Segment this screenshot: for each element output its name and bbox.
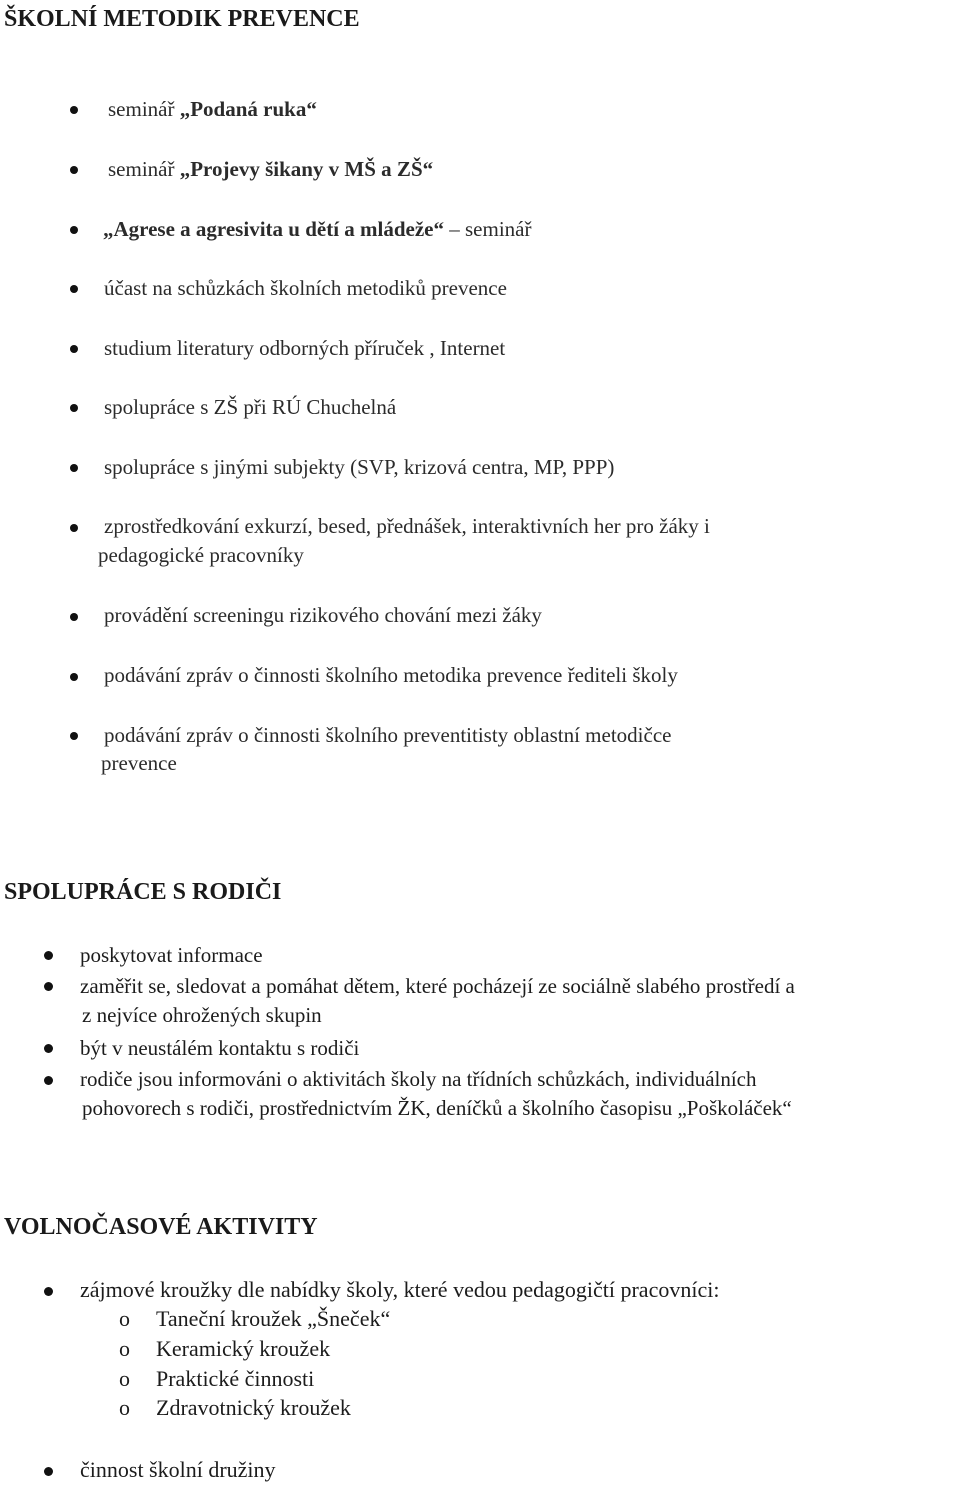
item-text-bold: „Agrese a agresivita u dětí a mládeže“ (103, 217, 444, 241)
list-item: zaměřit se, sledovat a pomáhat dětem, které pocházejí ze sociálně slabého prostředí a (80, 974, 795, 998)
list-item (103, 217, 531, 242)
list-item: účast na schůzkách školních metodiků prevence (104, 276, 507, 300)
bullet-icon (70, 285, 78, 293)
sub-list-item: Keramický kroužek (156, 1336, 331, 1361)
section-title-rodici: SPOLUPRÁCE S RODIČI (4, 879, 282, 905)
list-item: poskytovat informace (80, 943, 263, 967)
list-item: podávání zpráv o činnosti školního preventitisty oblastní metodičce (104, 723, 672, 747)
sub-list-item: Zdravotnický kroužek (156, 1395, 351, 1420)
list-item: činnost školní družiny (80, 1457, 276, 1482)
bullet-icon (44, 951, 53, 960)
list-item (108, 157, 433, 182)
list-item: provádění screeningu rizikového chování mezi žáky (104, 603, 542, 627)
item-text-bold: „Projevy šikany v MŠ a ZŠ“ (179, 157, 434, 181)
list-item: spolupráce s ZŠ při RÚ Chuchelná (104, 395, 397, 419)
bullet-icon (70, 464, 78, 472)
bullet-icon (44, 982, 53, 991)
item-text-post: – seminář (444, 217, 532, 241)
bullet-icon (70, 404, 78, 412)
list-item-continuation: prevence (101, 751, 177, 775)
bullet-icon (44, 1044, 53, 1053)
section-title-volnocasove: VOLNOČASOVÉ AKTIVITY (4, 1214, 318, 1240)
list-item: podávání zpráv o činnosti školního metodika prevence řediteli školy (104, 663, 678, 687)
list-item-continuation: z nejvíce ohrožených skupin (82, 1003, 322, 1027)
sub-bullet-marker: o (119, 1395, 130, 1420)
bullet-icon (70, 673, 78, 681)
list-item: být v neustálém kontaktu s rodiči (80, 1036, 360, 1060)
sub-bullet-marker: o (119, 1306, 130, 1331)
section-title-metodik: ŠKOLNÍ METODIK PREVENCE (4, 6, 360, 32)
bullet-icon (70, 345, 78, 353)
bullet-icon (70, 226, 78, 234)
sub-list-item: Praktické činnosti (156, 1366, 315, 1391)
item-text-bold: „Podaná ruka“ (179, 97, 317, 121)
list-item-continuation: pedagogické pracovníky (98, 543, 304, 567)
bullet-icon (70, 732, 78, 740)
item-text-pre: seminář (108, 157, 180, 181)
item-text-pre: seminář (108, 97, 180, 121)
sub-list-item: Taneční kroužek „Šneček“ (156, 1306, 391, 1331)
list-item: zájmové kroužky dle nabídky školy, které vedou pedagogičtí pracovníci: (80, 1277, 720, 1302)
bullet-icon (70, 613, 78, 621)
bullet-icon (70, 166, 78, 174)
list-item-continuation: pohovorech s rodiči, prostřednictvím ŽK, deníčků a školního časopisu „Poškoláček“ (82, 1096, 792, 1120)
list-item: rodiče jsou informováni o aktivitách školy na třídních schůzkách, individuálních (80, 1067, 757, 1091)
bullet-icon (44, 1076, 53, 1085)
list-item: spolupráce s jinými subjekty (SVP, krizová centra, MP, PPP) (104, 455, 615, 479)
list-item (108, 97, 317, 122)
list-item: zprostředkování exkurzí, besed, přednášek, interaktivních her pro žáky i (104, 514, 710, 538)
sub-bullet-marker: o (119, 1366, 130, 1391)
list-item: studium literatury odborných příruček , Internet (104, 336, 506, 360)
sub-bullet-marker: o (119, 1336, 130, 1361)
bullet-icon (44, 1287, 53, 1296)
bullet-icon (70, 524, 78, 532)
bullet-icon (70, 106, 78, 114)
bullet-icon (44, 1467, 53, 1476)
